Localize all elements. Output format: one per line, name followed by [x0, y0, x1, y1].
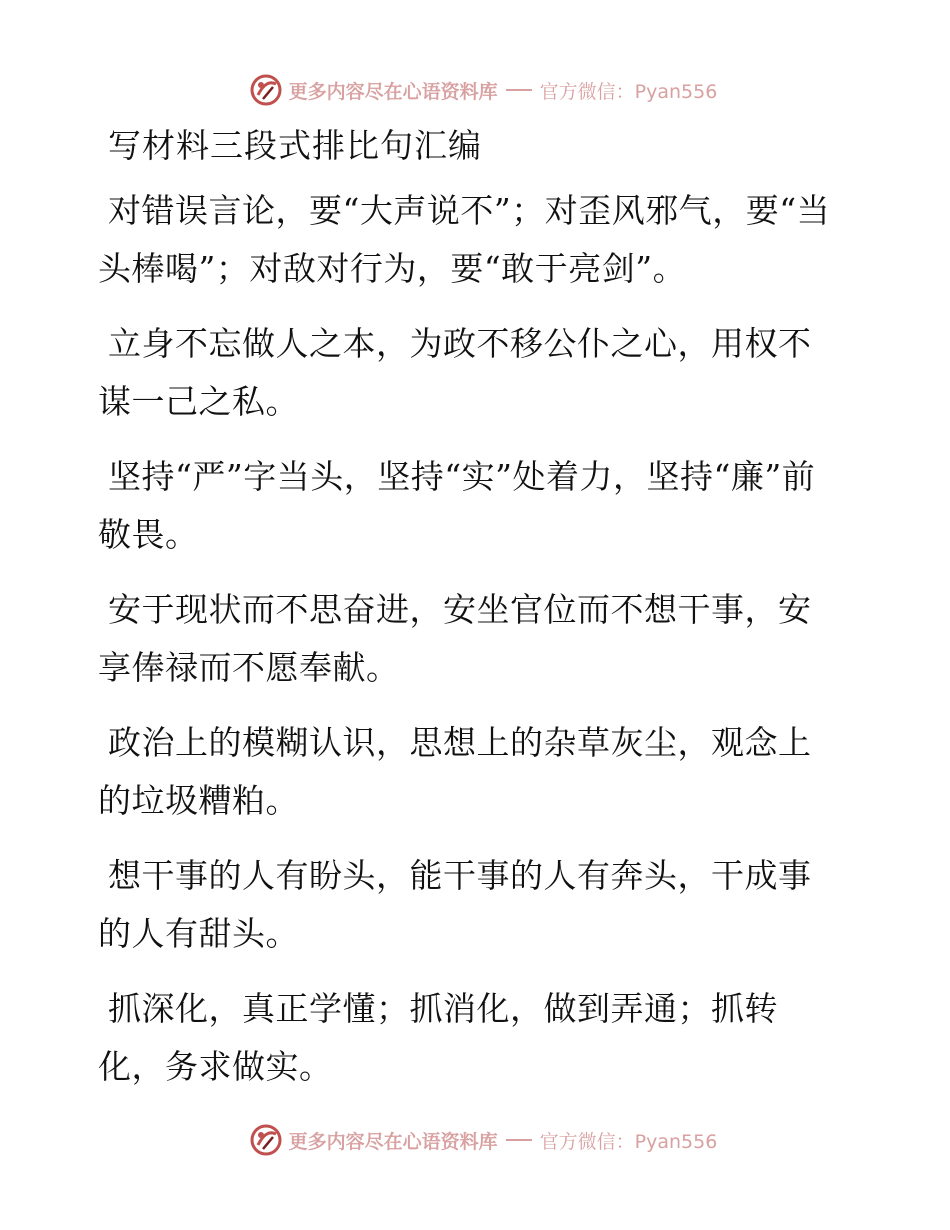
banner-dash-divider	[506, 1139, 532, 1141]
paragraph-5: 政治上的模糊认识，思想上的杂草灰尘，观念上的垃圾糟粕。	[98, 723, 812, 820]
site-name-text: 更多内容尽在心语资料库	[288, 80, 498, 103]
paragraph-1: 对错误言论，要“大声说不”；对歪风邪气，要“当头棒喝”；对敌对行为，要“敢于亮剑”。	[98, 191, 831, 288]
paragraph-2: 立身不忘做人之本，为政不移公仆之心，用权不谋一己之私。	[98, 324, 812, 421]
paragraph-4: 安于现状而不思奋进，安坐官位而不想干事，安享俸禄而不愿奉献。	[98, 590, 812, 687]
document-title: 写材料三段式排比句汇编	[108, 126, 482, 165]
header-banner	[0, 70, 950, 110]
footer-banner-inner	[249, 1123, 718, 1157]
banner-dash-divider	[506, 89, 532, 91]
document-body	[98, 118, 838, 1113]
paragraph-6: 想干事的人有盼头，能干事的人有奔头，干成事的人有甜头。	[98, 856, 812, 953]
wechat-contact-text: 官方微信：Pyan556	[539, 1130, 718, 1153]
site-name-text: 更多内容尽在心语资料库	[288, 1130, 498, 1153]
site-logo-icon	[249, 1123, 283, 1157]
site-logo-icon	[249, 73, 283, 107]
footer-banner	[0, 1120, 950, 1160]
paragraph-7: 抓深化，真正学懂；抓消化，做到弄通；抓转化，务求做实。	[98, 989, 778, 1086]
wechat-contact-text: 官方微信：Pyan556	[539, 80, 718, 103]
paragraph-3: 坚持“严”字当头，坚持“实”处着力，坚持“廉”前敬畏。	[98, 457, 816, 554]
header-banner-inner	[249, 73, 718, 107]
